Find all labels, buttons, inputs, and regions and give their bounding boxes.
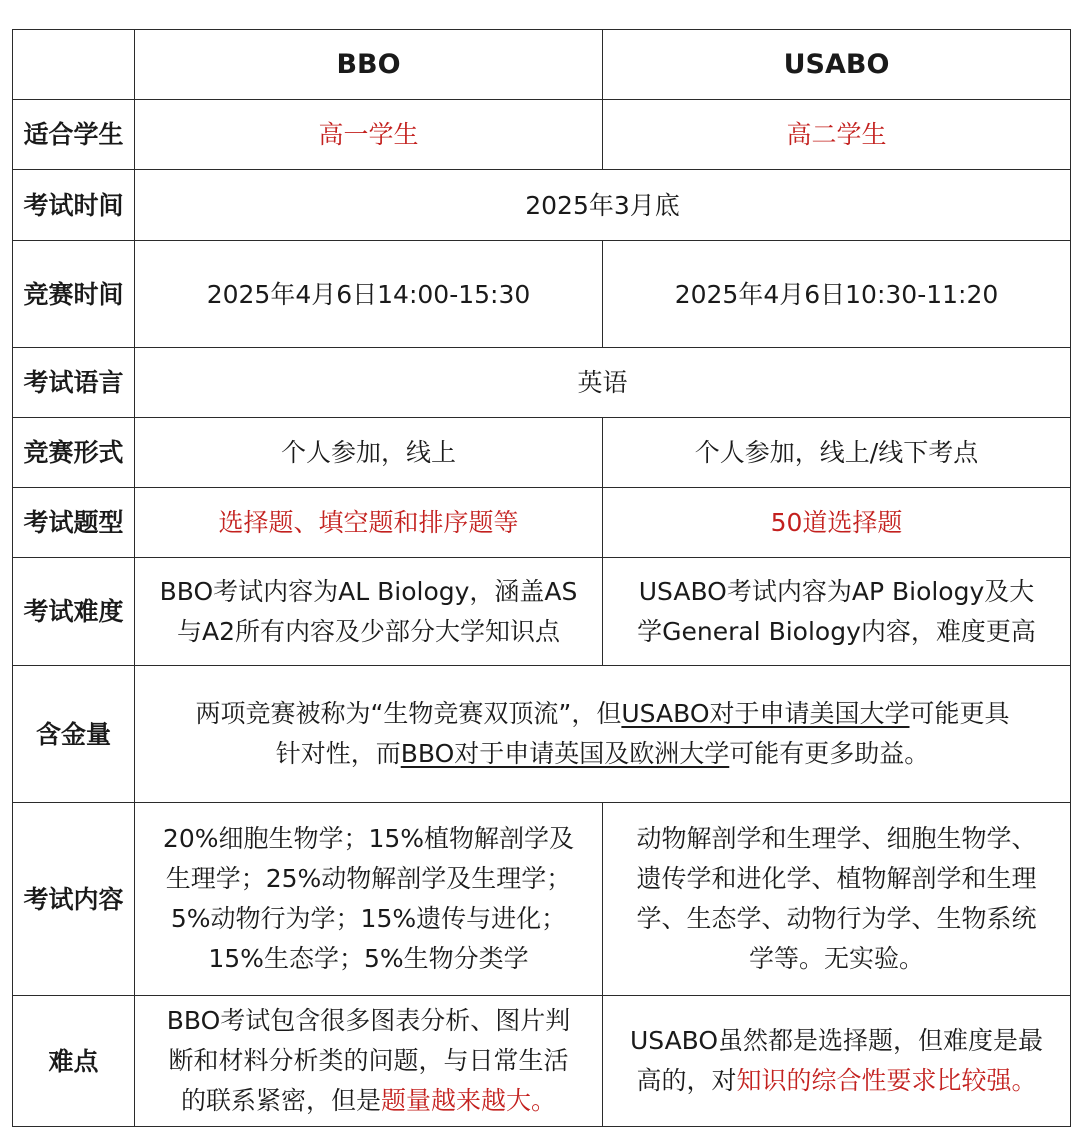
value-line (141, 694, 1064, 734)
bbo-hard-text: 的联系紧密，但是 (180, 1086, 381, 1115)
table-row-question-type (13, 488, 1071, 558)
usabo-hard-text: 高的，对 (636, 1066, 737, 1095)
bbo-hard-line: 断和材料分析类的问题，与日常生活 (168, 1046, 569, 1075)
table-row-difficulty (13, 558, 1071, 666)
row-label-suitable: 适合学生 (13, 100, 135, 170)
row-label-comp-time: 竞赛时间 (13, 241, 135, 348)
bbo-question-type: 选择题、填空题和排序题等 (135, 488, 603, 558)
row-label-content: 考试内容 (13, 803, 135, 996)
usabo-content-line: 动物解剖学和生理学、细胞生物学、 (636, 824, 1037, 853)
table-row-hard (13, 996, 1071, 1127)
bbo-content-line: 5%动物行为学；15%遗传与进化； (170, 904, 567, 933)
row-label-format: 竞赛形式 (13, 418, 135, 488)
column-header-usabo: USABO (603, 30, 1071, 100)
row-label-difficulty: 考试难度 (13, 558, 135, 666)
comparison-table (12, 29, 1071, 1127)
table-row-value (13, 666, 1071, 803)
value-text: 可能有更多助益。 (729, 739, 930, 768)
row-label-value: 含金量 (13, 666, 135, 803)
language-value: 英语 (135, 348, 1071, 418)
bbo-comp-time: 2025年4月6日14:00-15:30 (135, 241, 603, 348)
usabo-hard-highlight: 知识的综合性要求比较强。 (736, 1066, 1037, 1095)
table-header-row (13, 30, 1071, 100)
usabo-content-line: 遗传学和进化学、植物解剖学和生理 (636, 864, 1037, 893)
value-underlined-text: USABO对于申请美国大学 (621, 699, 910, 728)
usabo-difficulty-line: 学General Biology内容，难度更高 (637, 616, 1036, 646)
bbo-difficulty-line: 与A2所有内容及少部分大学知识点 (176, 616, 560, 646)
bbo-content (135, 803, 603, 996)
value-line (141, 734, 1064, 774)
table-row-comp-time (13, 241, 1071, 348)
usabo-suitable: 高二学生 (603, 100, 1071, 170)
row-label-language: 考试语言 (13, 348, 135, 418)
table-row-suitable (13, 100, 1071, 170)
bbo-hard (135, 996, 603, 1127)
usabo-hard-line (609, 1061, 1064, 1101)
usabo-comp-time: 2025年4月6日10:30-11:20 (603, 241, 1071, 348)
bbo-difficulty-line: BBO考试内容为AL Biology，涵盖AS (159, 576, 578, 606)
bbo-difficulty (135, 558, 603, 666)
column-header-bbo: BBO (135, 30, 603, 100)
exam-time-value: 2025年3月底 (135, 170, 1071, 241)
bbo-content-line: 15%生态学；5%生物分类学 (208, 944, 529, 973)
row-label-question-type: 考试题型 (13, 488, 135, 558)
usabo-content (603, 803, 1071, 996)
table-row-exam-time (13, 170, 1071, 241)
bbo-format: 个人参加，线上 (135, 418, 603, 488)
table-row-language (13, 348, 1071, 418)
table-row-format (13, 418, 1071, 488)
usabo-content-line: 学、生态学、动物行为学、生物系统 (636, 904, 1037, 933)
usabo-difficulty-line: USABO考试内容为AP Biology及大 (638, 576, 1035, 606)
usabo-content-line: 学等。无实验。 (748, 944, 924, 973)
corner-cell (13, 30, 135, 100)
value-text: 可能更具 (909, 699, 1010, 728)
bbo-content-line: 20%细胞生物学；15%植物解剖学及 (162, 824, 575, 853)
usabo-question-type: 50道选择题 (603, 488, 1071, 558)
value-text: 针对性，而 (275, 739, 401, 768)
row-label-exam-time: 考试时间 (13, 170, 135, 241)
usabo-hard (603, 996, 1071, 1127)
bbo-content-line: 生理学；25%动物解剖学及生理学； (165, 864, 572, 893)
row-label-hard: 难点 (13, 996, 135, 1127)
bbo-hard-highlight: 题量越来越大。 (381, 1086, 557, 1115)
usabo-hard-line: USABO虽然都是选择题，但难度是最 (629, 1026, 1044, 1055)
table-row-content (13, 803, 1071, 996)
bbo-hard-line (141, 1081, 596, 1121)
bbo-hard-line: BBO考试包含很多图表分析、图片判 (166, 1006, 571, 1035)
usabo-difficulty (603, 558, 1071, 666)
value-underlined-text: BBO对于申请英国及欧洲大学 (400, 739, 730, 768)
value-description (135, 666, 1071, 803)
bbo-suitable: 高一学生 (135, 100, 603, 170)
usabo-format: 个人参加，线上/线下考点 (603, 418, 1071, 488)
value-text: 两项竞赛被称为“生物竞赛双顶流”，但 (195, 699, 622, 728)
